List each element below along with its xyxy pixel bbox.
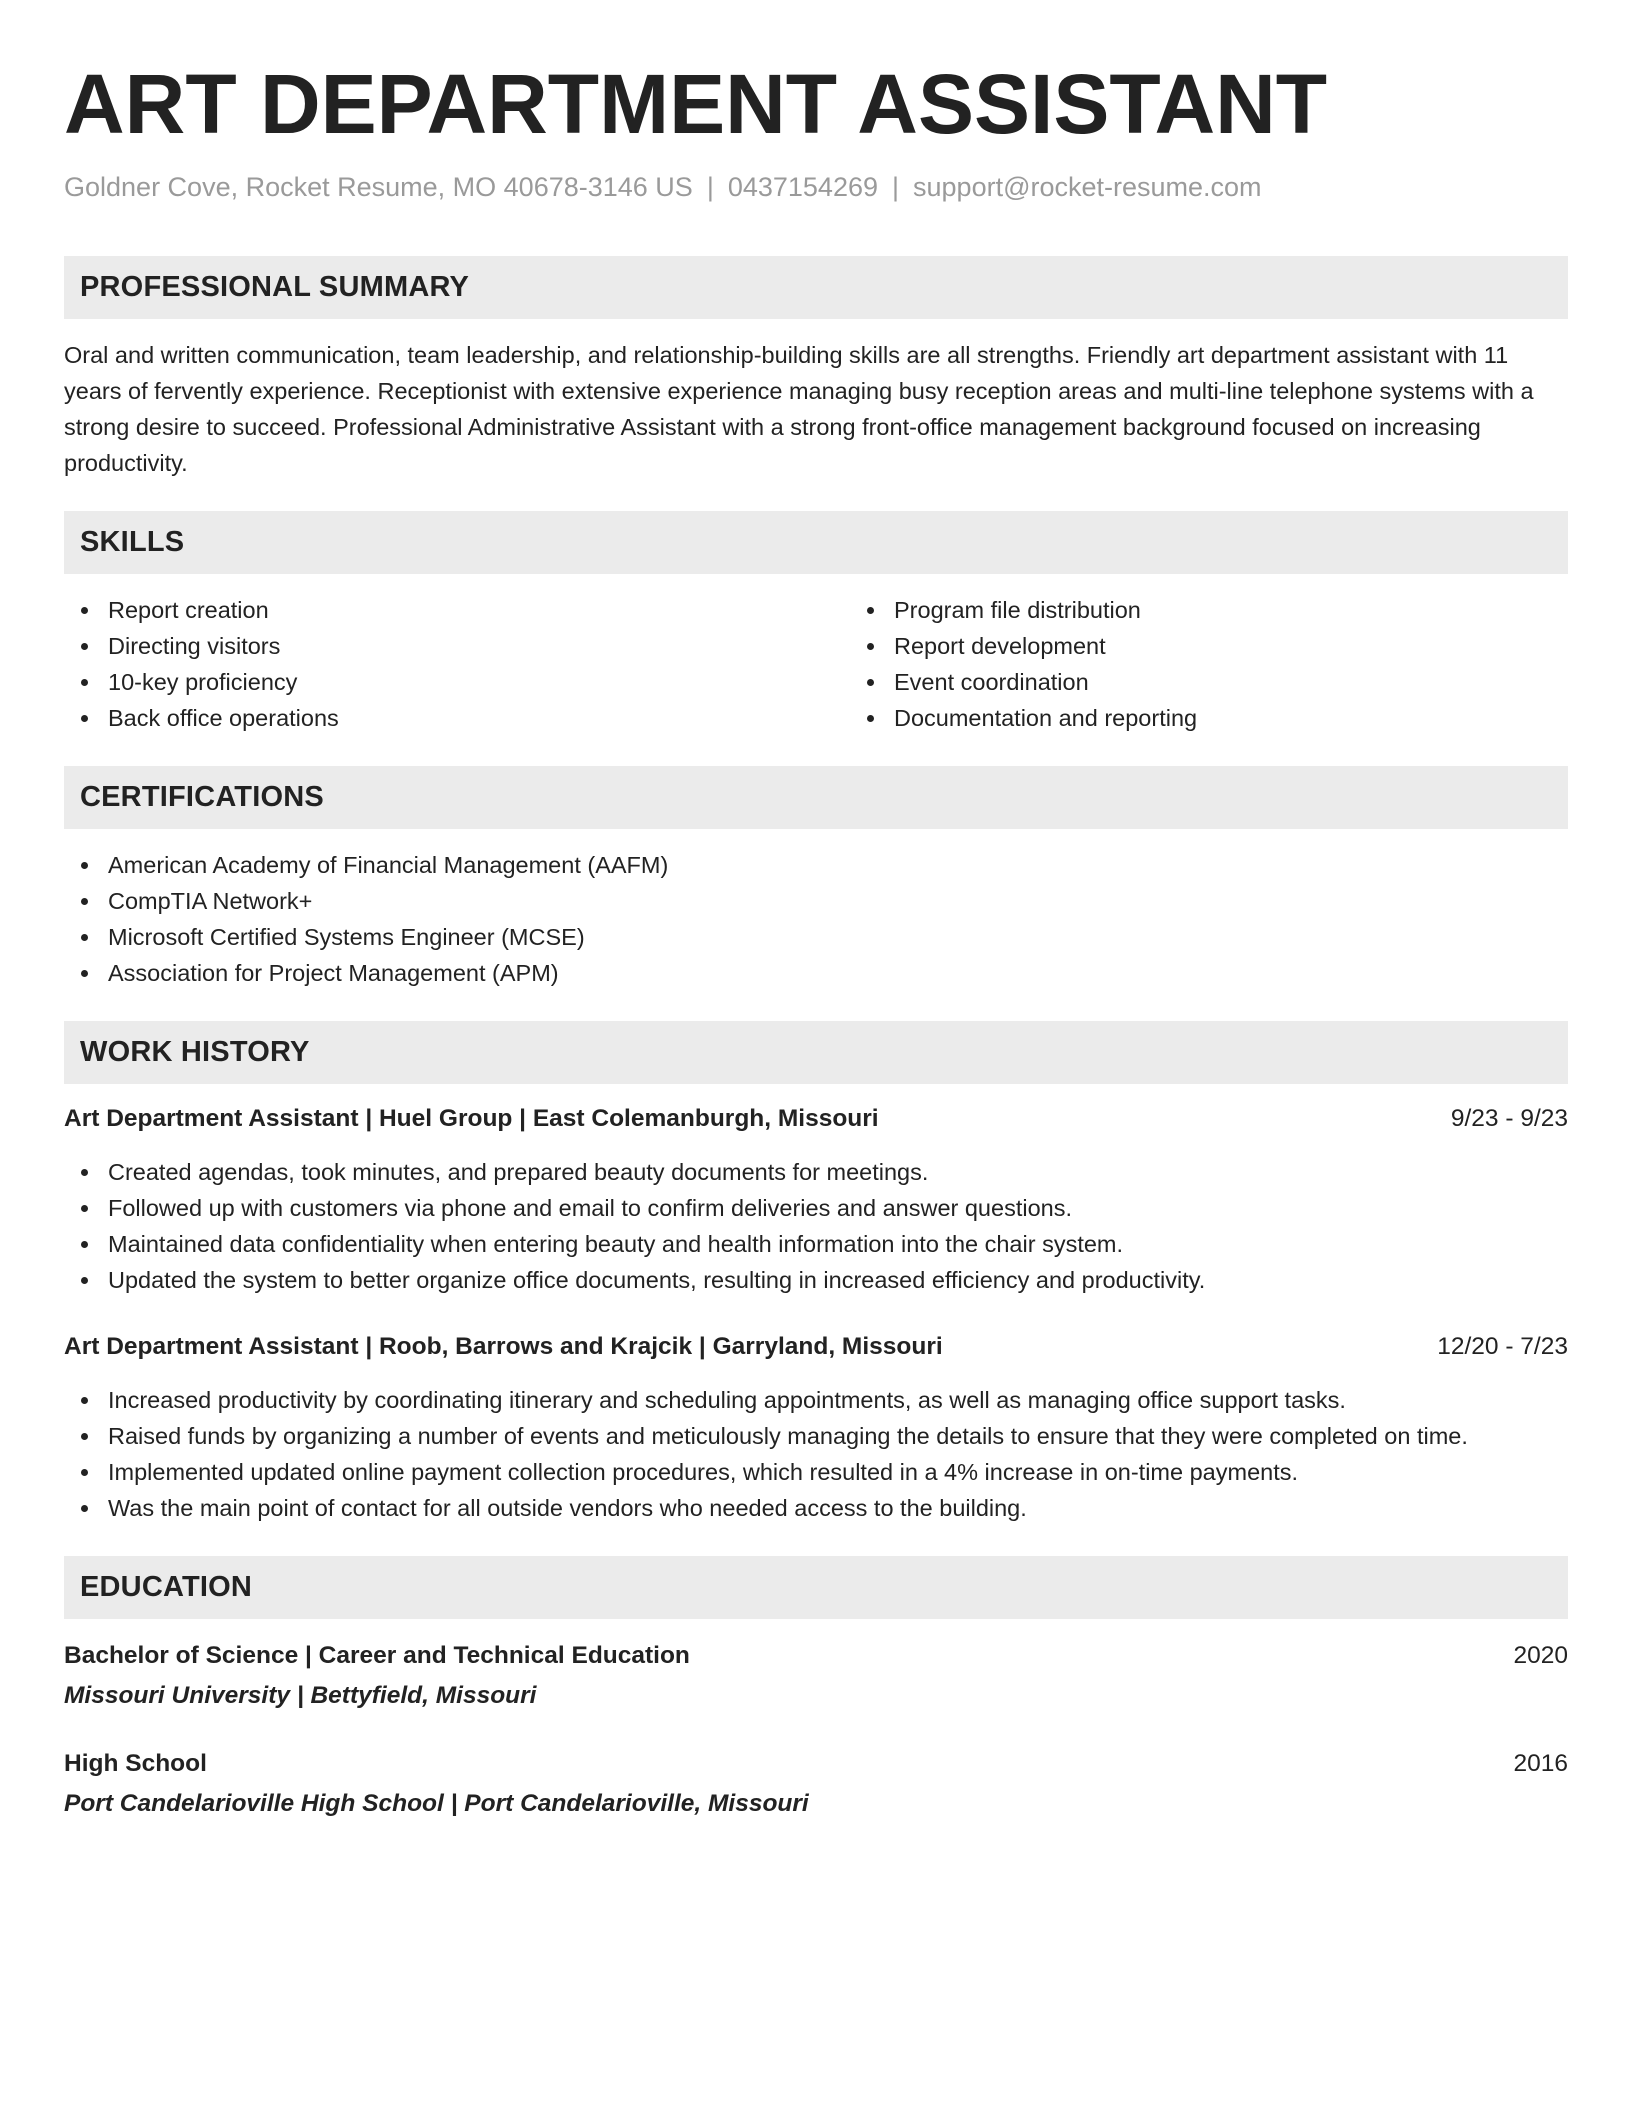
resume-name-title: ART DEPARTMENT ASSISTANT xyxy=(64,57,1328,151)
job-bullet: Implemented updated online payment collection procedures, which resulted in a 4% increase in on-time payments. xyxy=(108,1454,1568,1490)
job-bullet: Increased productivity by coordinating itinerary and scheduling appointments, as well as managing office support tasks. xyxy=(108,1382,1568,1418)
job-bullet: Followed up with customers via phone and email to confirm deliveries and answer questions. xyxy=(108,1190,1568,1226)
job-bullet: Raised funds by organizing a number of events and meticulously managing the details to ensure that they were completed on time. xyxy=(108,1418,1568,1454)
job-bullets xyxy=(64,1382,1568,1526)
education-school: Missouri University | Bettyfield, Missouri xyxy=(64,1682,537,1709)
job-bullet: Updated the system to better organize office documents, resulting in increased efficiency and productivity. xyxy=(108,1262,1568,1298)
contact-separator: | xyxy=(892,172,900,202)
education-entry xyxy=(64,1747,1568,1821)
skill-item: Program file distribution xyxy=(894,592,1197,628)
education-header xyxy=(64,1639,1568,1673)
contact-line xyxy=(64,170,1568,204)
job-bullet: Maintained data confidentiality when entering beauty and health information into the chair system. xyxy=(108,1226,1568,1262)
education-year: 2020 xyxy=(1513,1642,1568,1669)
certification-item: Association for Project Management (APM) xyxy=(108,955,1568,991)
contact-phone: 0437154269 xyxy=(727,172,878,202)
section-header-summary: PROFESSIONAL SUMMARY xyxy=(64,256,1568,319)
certifications-list xyxy=(64,847,1568,991)
skill-item: Report creation xyxy=(108,592,850,628)
certification-item: American Academy of Financial Management (AAFM) xyxy=(108,847,1568,883)
education-entry xyxy=(64,1639,1568,1713)
job-bullet: Created agendas, took minutes, and prepared beauty documents for meetings. xyxy=(108,1154,1568,1190)
certification-item: Microsoft Certified Systems Engineer (MCSE) xyxy=(108,919,1568,955)
education-degree: High School xyxy=(64,1750,207,1777)
job-title: Art Department Assistant | Roob, Barrows and Krajcik | Garryland, Missouri xyxy=(64,1333,943,1360)
job-header xyxy=(64,1330,1568,1364)
job-entry xyxy=(64,1330,1568,1526)
summary-paragraph: Oral and written communication, team leadership, and relationship-building skills are all strengths. Friendly art department assistant with 11 years of fervently experience. Receptionist with extensive experience managing busy reception areas and multi-line telephone systems with a strong desire to succeed. Professional Administrative Assistant with a strong front-office management background focused on increasing productivity. xyxy=(64,342,1534,476)
job-header xyxy=(64,1102,1568,1136)
education-degree: Bachelor of Science | Career and Technical Education xyxy=(64,1642,690,1669)
job-bullet: Was the main point of contact for all outside vendors who needed access to the building. xyxy=(108,1490,1568,1526)
job-dates: 9/23 - 9/23 xyxy=(1450,1105,1568,1132)
job-dates: 12/20 - 7/23 xyxy=(1437,1333,1568,1360)
contact-separator: | xyxy=(706,172,714,202)
job-title: Art Department Assistant | Huel Group | East Colemanburgh, Missouri xyxy=(64,1105,879,1132)
job-entry xyxy=(64,1102,1568,1298)
skill-item: 10-key proficiency xyxy=(108,664,850,700)
skill-item: Directing visitors xyxy=(108,628,850,664)
section-header-certifications: CERTIFICATIONS xyxy=(64,766,1568,829)
education-school: Port Candelarioville High School | Port Candelarioville, Missouri xyxy=(64,1790,809,1817)
section-header-work-history: WORK HISTORY xyxy=(64,1021,1568,1084)
skills-column-left xyxy=(64,592,850,736)
job-bullets xyxy=(64,1154,1568,1298)
section-header-skills: SKILLS xyxy=(64,511,1568,574)
education-year: 2016 xyxy=(1513,1750,1568,1777)
section-header-education: EDUCATION xyxy=(64,1556,1568,1619)
certification-item: CompTIA Network+ xyxy=(108,883,1568,919)
skill-item: Event coordination xyxy=(894,664,1197,700)
skill-item: Report development xyxy=(894,628,1197,664)
skill-item: Documentation and reporting xyxy=(894,700,1197,736)
contact-email: support@rocket-resume.com xyxy=(913,172,1262,202)
contact-address: Goldner Cove, Rocket Resume, MO 40678-3146 US xyxy=(64,172,693,202)
skill-item: Back office operations xyxy=(108,700,850,736)
skills-column-right xyxy=(850,592,1197,736)
education-header xyxy=(64,1747,1568,1781)
skills-list xyxy=(64,592,1568,736)
